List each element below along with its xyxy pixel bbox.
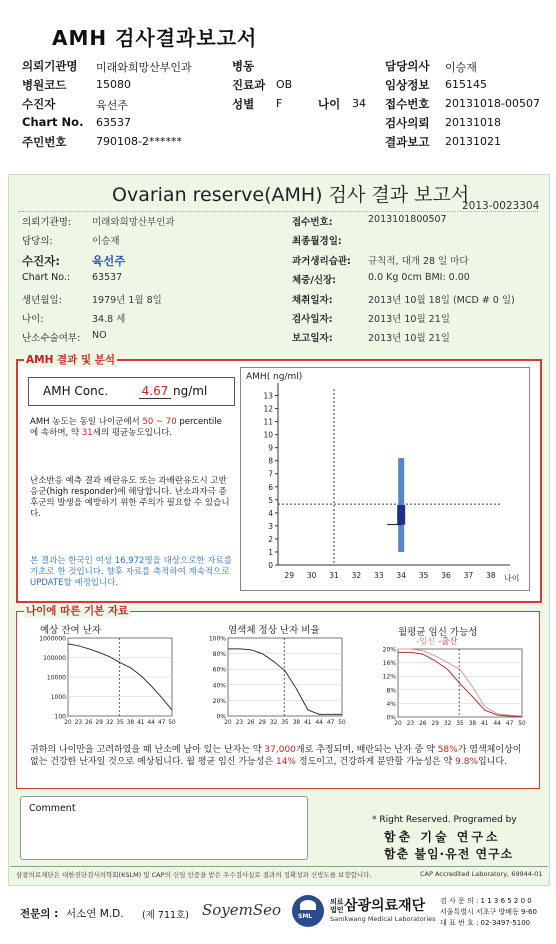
chart-x-tick-label: 35 [116, 720, 124, 726]
contact-3: 대 표 번 호 : 02-3497-5100 [440, 919, 531, 927]
chromosome-chart-title: 염색체 정상 난자 비율 [228, 625, 320, 636]
amh-y-tick-label: 11 [263, 417, 273, 427]
summary-normal-pct: 58% [437, 745, 458, 755]
info-key: 체중/신장: [292, 275, 336, 287]
info-key: 담당의: [22, 236, 53, 248]
comment-box [20, 796, 308, 860]
chart-x-tick-label: 47 [505, 721, 514, 727]
info-value: NO [92, 330, 107, 342]
specialist-name: 서소연 M.D. [66, 908, 124, 920]
info-value: 2013년 10월 21일 [368, 333, 450, 345]
summary-part: 귀하의 나이만을 고려하였을 때 난소에 남아 있는 난자는 약 [30, 745, 262, 755]
chart-x-tick-label: 50 [338, 720, 346, 726]
amh-y-tick-label: 7 [268, 469, 273, 479]
summary-part: 입니다. [478, 757, 507, 767]
summary-eggs: 37,000 [264, 745, 296, 755]
chart-x-tick-label: 23 [235, 720, 244, 726]
info-key: 과거생리습관: [292, 255, 351, 267]
report-doc-number: 2013-0023304 [462, 200, 540, 212]
amh-y-tick-label: 13 [263, 391, 273, 401]
report-title: Ovarian reserve(AMH) 검사 결과 보고서 [112, 184, 470, 206]
chart-y-tick-label: 8% [386, 687, 396, 695]
summary-part: 정도이고, 건강하게 분만할 가능성은 약 [298, 757, 453, 767]
amh-x-tick-label: 34 [396, 571, 406, 580]
amh-text-part: AMH 농도는 동일 나이군에서 [30, 417, 140, 427]
chart-y-tick-label: 1000000 [39, 635, 66, 643]
header-value: 790108-2****** [96, 135, 182, 148]
chart-x-tick-label: 44 [147, 720, 155, 726]
org-logo-icon [292, 895, 324, 927]
chart-x-tick-label: 38 [126, 720, 135, 726]
institute-2: 함춘 불임·유전 연구소 [384, 847, 514, 861]
amh-section-label: AMH 결과 및 분석 [26, 354, 116, 366]
info-key: 수진자: [22, 253, 60, 268]
info-key: 보고일자: [292, 333, 333, 345]
chart-x-tick-label: 38 [292, 720, 301, 726]
info-value: 미래와희망산부인과 [92, 217, 175, 228]
info-value: 1979년 1월 8일 [92, 294, 162, 306]
chart-x-tick-label: 29 [258, 720, 266, 726]
chart-x-tick-label: 41 [304, 720, 312, 726]
chart-x-tick-label: 35 [456, 721, 464, 727]
header-key: 의뢰기관명 [22, 59, 78, 73]
chart-y-tick-label: 0% [216, 713, 226, 721]
age-section-label: 나이에 따른 기본 자료 [26, 605, 129, 617]
header-value: F [276, 97, 283, 110]
header-value: 63537 [96, 116, 131, 129]
amh-conc-label: AMH Conc. [43, 384, 109, 398]
header-key: 임상정보 [385, 78, 430, 92]
chart-x-tick-label: 44 [493, 721, 501, 727]
chart-x-tick-label: 20 [64, 720, 72, 726]
amh-response-text: 난소반응 예측 결과 배란유도 또는 과배란유도시 고반응군(high responder)에 해당합니다. 난소과자극 증후군의 발생을 예방하기 위한 주의가 필요할 수 있습니다. [30, 476, 230, 519]
amh-y-tick-label: 12 [263, 404, 273, 414]
chart-y-tick-label: 1000 [50, 694, 66, 701]
chart-y-tick-label: 40% [212, 682, 226, 690]
info-value: 이승재 [92, 236, 120, 248]
header-value: 이승재 [445, 61, 477, 74]
info-value: 육선주 [92, 253, 126, 268]
specialist-label: 전문의 : [20, 908, 59, 920]
amh-x-tick-label: 37 [463, 571, 474, 580]
pregnancy-chart [370, 643, 530, 736]
eggs-chart [30, 630, 180, 736]
amh-y-tick-label: 2 [268, 534, 273, 544]
institute-1: 함춘 기술 연구소 [384, 830, 501, 844]
amh-text-part: percentile에 속하며, 약 [30, 417, 222, 438]
header-value: 미래와희망산부인과 [96, 61, 192, 74]
rights-text: * Right Reserved. Programed by [372, 815, 517, 825]
chart-x-tick-label: 26 [247, 720, 255, 726]
org-name: 삼광의료재단 [344, 898, 426, 914]
header-key: 주민번호 [22, 135, 67, 149]
info-key: 채취일자: [292, 294, 333, 306]
age-label: 나이 [318, 97, 341, 111]
chart-y-tick-label: 20% [212, 697, 226, 705]
amh-x-tick-label: 31 [329, 571, 339, 580]
chart-x-tick-label: 41 [481, 721, 489, 727]
chart-y-tick-label: 10000 [46, 674, 66, 682]
chart-y-tick-label: 20% [382, 646, 396, 654]
amh-x-tick-label: 32 [351, 571, 362, 580]
pregnancy-chart-title: 월평균 임신 가능성 [398, 627, 478, 638]
amh-equivalent-age: 31 [81, 428, 93, 438]
org-name-en: Samkwang Medical Laboratories [330, 915, 436, 923]
amh-text-part: 세의 평균농도입니다. [92, 428, 173, 438]
logo-text: SML [298, 913, 313, 920]
info-value: 2013101800507 [368, 214, 447, 225]
header-value: 20131018 [445, 116, 501, 129]
chart-y-tick-label: 100 [54, 713, 66, 721]
org-small: 의료법인 [330, 898, 344, 914]
chart-x-tick-label: 20 [394, 721, 402, 727]
chromosome-chart [200, 630, 350, 736]
contact-1: 검 사 문 의 : 1 1 3 6 5 2 0 0 [440, 897, 532, 905]
amh-y-tick-label: 4 [268, 508, 273, 518]
header-key: 담당의사 [385, 59, 430, 73]
amh-y-tick-label: 8 [268, 456, 273, 466]
amh-percentile-text [30, 417, 230, 439]
header-value: 육선주 [96, 99, 128, 112]
amh-y-tick-label: 0 [268, 561, 273, 570]
amh-x-axis-label: 나이 [504, 574, 520, 583]
legend-birth: 출산 [441, 637, 458, 647]
age-value: 34 [352, 97, 366, 110]
info-value: 2013년 10월 18일 (MCD # 0 일) [368, 294, 515, 306]
contact-2: 서울특별시 서초구 방배동 9-60 [440, 908, 537, 916]
divider [18, 211, 538, 212]
logo-shape [300, 900, 316, 910]
info-value: 규칙적, 대개 28 일 마다 [368, 255, 469, 267]
pregnancy-legend: -임신 -출산 [416, 637, 458, 647]
cap-accreditation: CAP Accredited Laboratory, 69944-01 [420, 870, 543, 878]
amh-y-tick-label: 3 [268, 521, 273, 531]
chart-y-tick-label: 16% [382, 660, 396, 668]
chart-y-tick-label: 4% [386, 700, 396, 708]
specialist-license: (제 711호) [142, 910, 189, 921]
amh-y-tick-label: 10 [263, 430, 273, 440]
summary-part: 개로 추정되며, 배란되는 난자 중 약 [295, 745, 435, 755]
header-key: 접수번호 [385, 97, 430, 111]
amh-data-note: 본 결과는 한국인 여성 16,972명을 대상으로한 자료를 기초로 한 것입니다. 향후 자료를 축적하여 계속적으로 UPDATE할 예정입니다. [30, 556, 232, 588]
signature: SoyemSeo [202, 901, 282, 919]
header-value: OB [276, 78, 293, 91]
header-key: 진료과 [232, 78, 266, 92]
header-key: 검사의뢰 [385, 116, 430, 130]
amh-chart [240, 367, 528, 589]
chart-x-tick-label: 38 [468, 721, 477, 727]
amh-y-tick-label: 9 [268, 443, 273, 453]
amh-conc-unit: ng/ml [173, 384, 208, 398]
chart-y-tick-label: 80% [212, 651, 226, 659]
chart-x-tick-label: 44 [315, 720, 323, 726]
header-key: 결과보고 [385, 135, 430, 149]
amh-x-tick-label: 33 [374, 571, 384, 580]
info-value: 63537 [92, 272, 123, 284]
chart-x-tick-label: 32 [443, 721, 452, 727]
chart-x-tick-label: 35 [281, 720, 289, 726]
age-summary-text [30, 744, 530, 768]
page-title: AMH 검사결과보고서 [52, 26, 258, 50]
info-key: 접수번호: [292, 217, 333, 228]
chart-x-tick-label: 50 [168, 720, 176, 726]
header-value: 20131018-00507 [445, 97, 540, 110]
chart-x-tick-label: 47 [157, 720, 166, 726]
info-key: 의뢰기관명: [22, 217, 72, 228]
header-key: 병동 [232, 59, 255, 73]
chart-x-tick-label: 32 [105, 720, 114, 726]
amh-x-tick-label: 30 [306, 571, 317, 580]
amh-y-tick-label: 5 [268, 495, 273, 505]
header-key: 수진자 [22, 97, 56, 111]
chart-x-tick-label: 26 [419, 721, 427, 727]
chart-x-tick-label: 20 [224, 720, 232, 726]
divider [10, 866, 548, 867]
amh-x-tick-label: 35 [418, 571, 429, 580]
amh-x-tick-label: 36 [441, 571, 451, 580]
amh-reference-box [397, 505, 405, 525]
footer-note: 삼광의료재단은 대한진단검사의학회(KSLM) 및 CAP의 신임 인증을 받은 우수검사실로 결과의 정확성과 신빙도를 보장합니다. [16, 871, 372, 879]
header-value: 615145 [445, 78, 487, 91]
chart-y-tick-label: 0% [386, 714, 396, 722]
amh-y-axis-label: AMH( ng/ml) [246, 372, 303, 382]
amh-conc-value: 4.67 [139, 384, 171, 399]
chart-x-tick-label: 26 [85, 720, 93, 726]
info-key: 최종월경일: [292, 236, 342, 248]
info-value: 34.8 세 [92, 314, 126, 325]
info-key: Chart No.: [22, 272, 71, 284]
info-value: 0.0 Kg 0cm BMI: 0.00 [368, 272, 470, 284]
chart-x-tick-label: 47 [326, 720, 335, 726]
info-value: 2013년 10월 21일 [368, 314, 450, 325]
header-key: 병원코드 [22, 78, 67, 92]
info-key: 나이: [22, 314, 44, 325]
chart-y-tick-label: 60% [212, 666, 226, 674]
amh-x-tick-label: 29 [284, 571, 294, 580]
chart-x-tick-label: 23 [406, 721, 415, 727]
chart-x-tick-label: 23 [74, 720, 83, 726]
amh-percentile-range: 50 ~ 70 [142, 417, 177, 427]
header-key: 성별 [232, 97, 255, 111]
header-value: 20131021 [445, 135, 501, 148]
summary-part: 가 염색체이상이 없는 건강한 난자일 것으로 예상됩니다. 월 평균 임신 가능성은 [30, 745, 522, 767]
chart-y-tick-label: 100000 [43, 655, 66, 662]
summary-pregnancy-pct: 14% [275, 757, 296, 767]
chart-x-tick-label: 29 [95, 720, 103, 726]
info-key: 검사일자: [292, 314, 333, 325]
header-value: 15080 [96, 78, 131, 91]
chart-x-tick-label: 41 [137, 720, 145, 726]
amh-y-tick-label: 1 [268, 547, 273, 557]
amh-y-tick-label: 6 [268, 482, 273, 492]
info-key: 난소수술여부: [22, 333, 81, 345]
chart-x-tick-label: 50 [518, 721, 526, 727]
chart-x-tick-label: 29 [431, 721, 439, 727]
chart-y-tick-label: 100% [208, 635, 226, 643]
amh-x-tick-label: 38 [486, 571, 496, 580]
eggs-chart-title: 예상 잔여 난자 [40, 625, 102, 636]
comment-label: Comment [29, 803, 76, 814]
info-key: 생년월일: [22, 294, 62, 306]
amh-conc-box [28, 377, 235, 406]
chart-y-tick-label: 12% [382, 673, 396, 681]
summary-birth-pct: 9.8% [455, 757, 479, 767]
chart-x-tick-label: 32 [269, 720, 278, 726]
header-key: Chart No. [22, 115, 84, 129]
legend-pregnancy: 임신 [419, 637, 436, 647]
